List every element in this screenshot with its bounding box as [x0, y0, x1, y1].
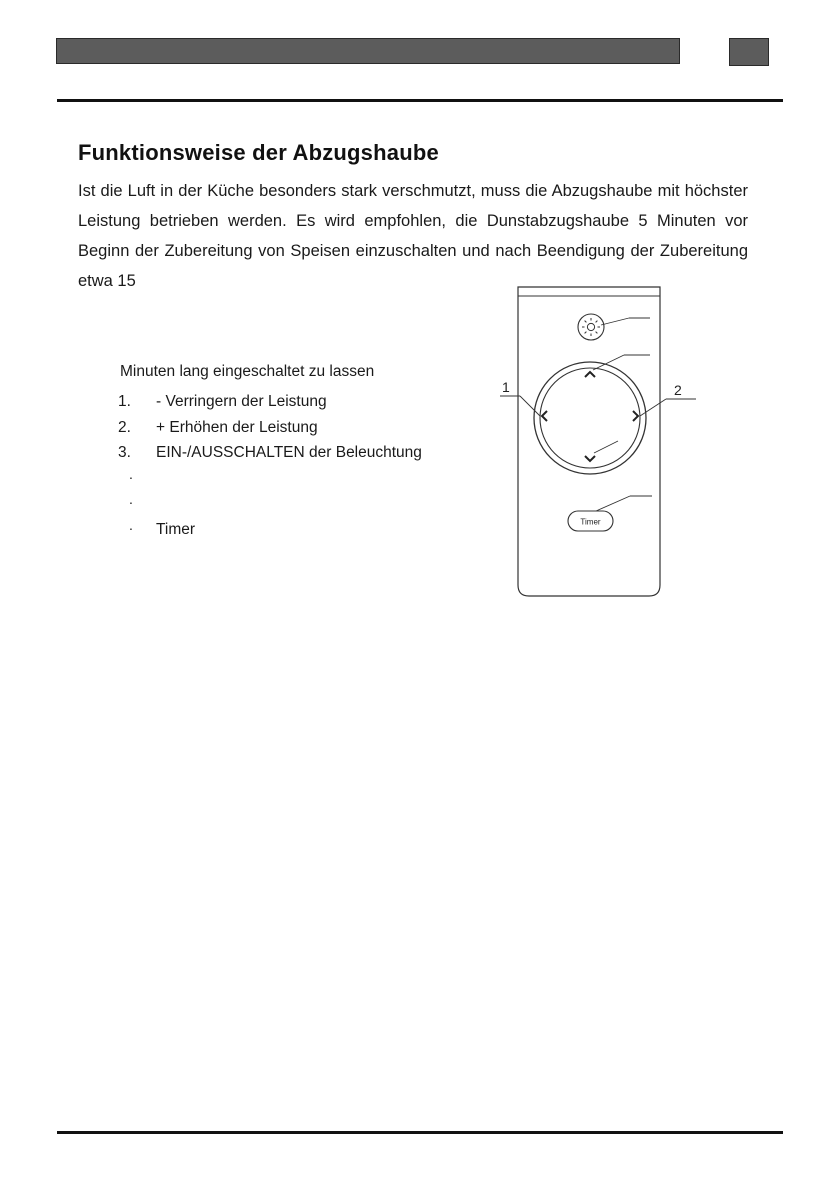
step-text: EIN-/AUSSCHALTEN der Beleuchtung	[156, 444, 422, 461]
step-bullet: .	[129, 516, 133, 533]
chevron-up-icon	[585, 372, 595, 377]
step-bullet: .	[129, 491, 133, 507]
list-item	[118, 466, 422, 492]
callout-line-light	[601, 318, 629, 325]
header-page-box	[729, 38, 769, 66]
intro-paragraph: Ist die Luft in der Küche besonders stark verschmutzt, muss die Abzugshaube mit höchster Leistung betrieben werden. Es wird empfohlen, die Dunstabzugshaube 5 Minuten vor Beginn der Zubereitung von Speisen einzuschalten und nach Beendigung der Zubereitung etwa 15	[78, 182, 748, 290]
timer-button	[568, 511, 613, 531]
header-rule	[57, 99, 783, 102]
sun-icon	[582, 318, 600, 336]
list-item	[118, 415, 422, 441]
footer-rule	[57, 1131, 783, 1134]
light-button	[578, 314, 604, 340]
list-item	[118, 517, 422, 543]
step-number: 2.	[118, 418, 131, 436]
callout-label-right: 2	[674, 382, 682, 398]
step-bullet: .	[129, 465, 133, 482]
step-number: 1.	[118, 393, 131, 410]
lead-text: Minuten lang eingeschaltet zu lassen	[120, 363, 375, 380]
step-text: Timer	[156, 520, 196, 538]
list-item	[118, 440, 422, 466]
list-item	[118, 389, 422, 415]
step-text: - Verringern der Leistung	[156, 393, 327, 410]
callout-label-left: 1	[502, 379, 510, 395]
callout-line-timer	[596, 496, 630, 511]
step-number: 3.	[118, 444, 131, 461]
timer-button-label: Timer	[580, 517, 601, 527]
chevron-down-icon	[585, 456, 595, 461]
remote-control-illustration	[500, 285, 700, 605]
header-bar	[56, 38, 680, 64]
chevron-right-icon	[633, 411, 638, 421]
chevron-left-icon	[542, 411, 547, 421]
steps-list	[118, 389, 422, 542]
page-title: Funktionsweise der Abzugshaube	[78, 140, 439, 165]
navigation-ring	[534, 362, 646, 474]
step-text: + Erhöhen der Leistung	[156, 418, 318, 436]
callout-line-down	[594, 441, 618, 453]
list-item	[118, 491, 422, 517]
